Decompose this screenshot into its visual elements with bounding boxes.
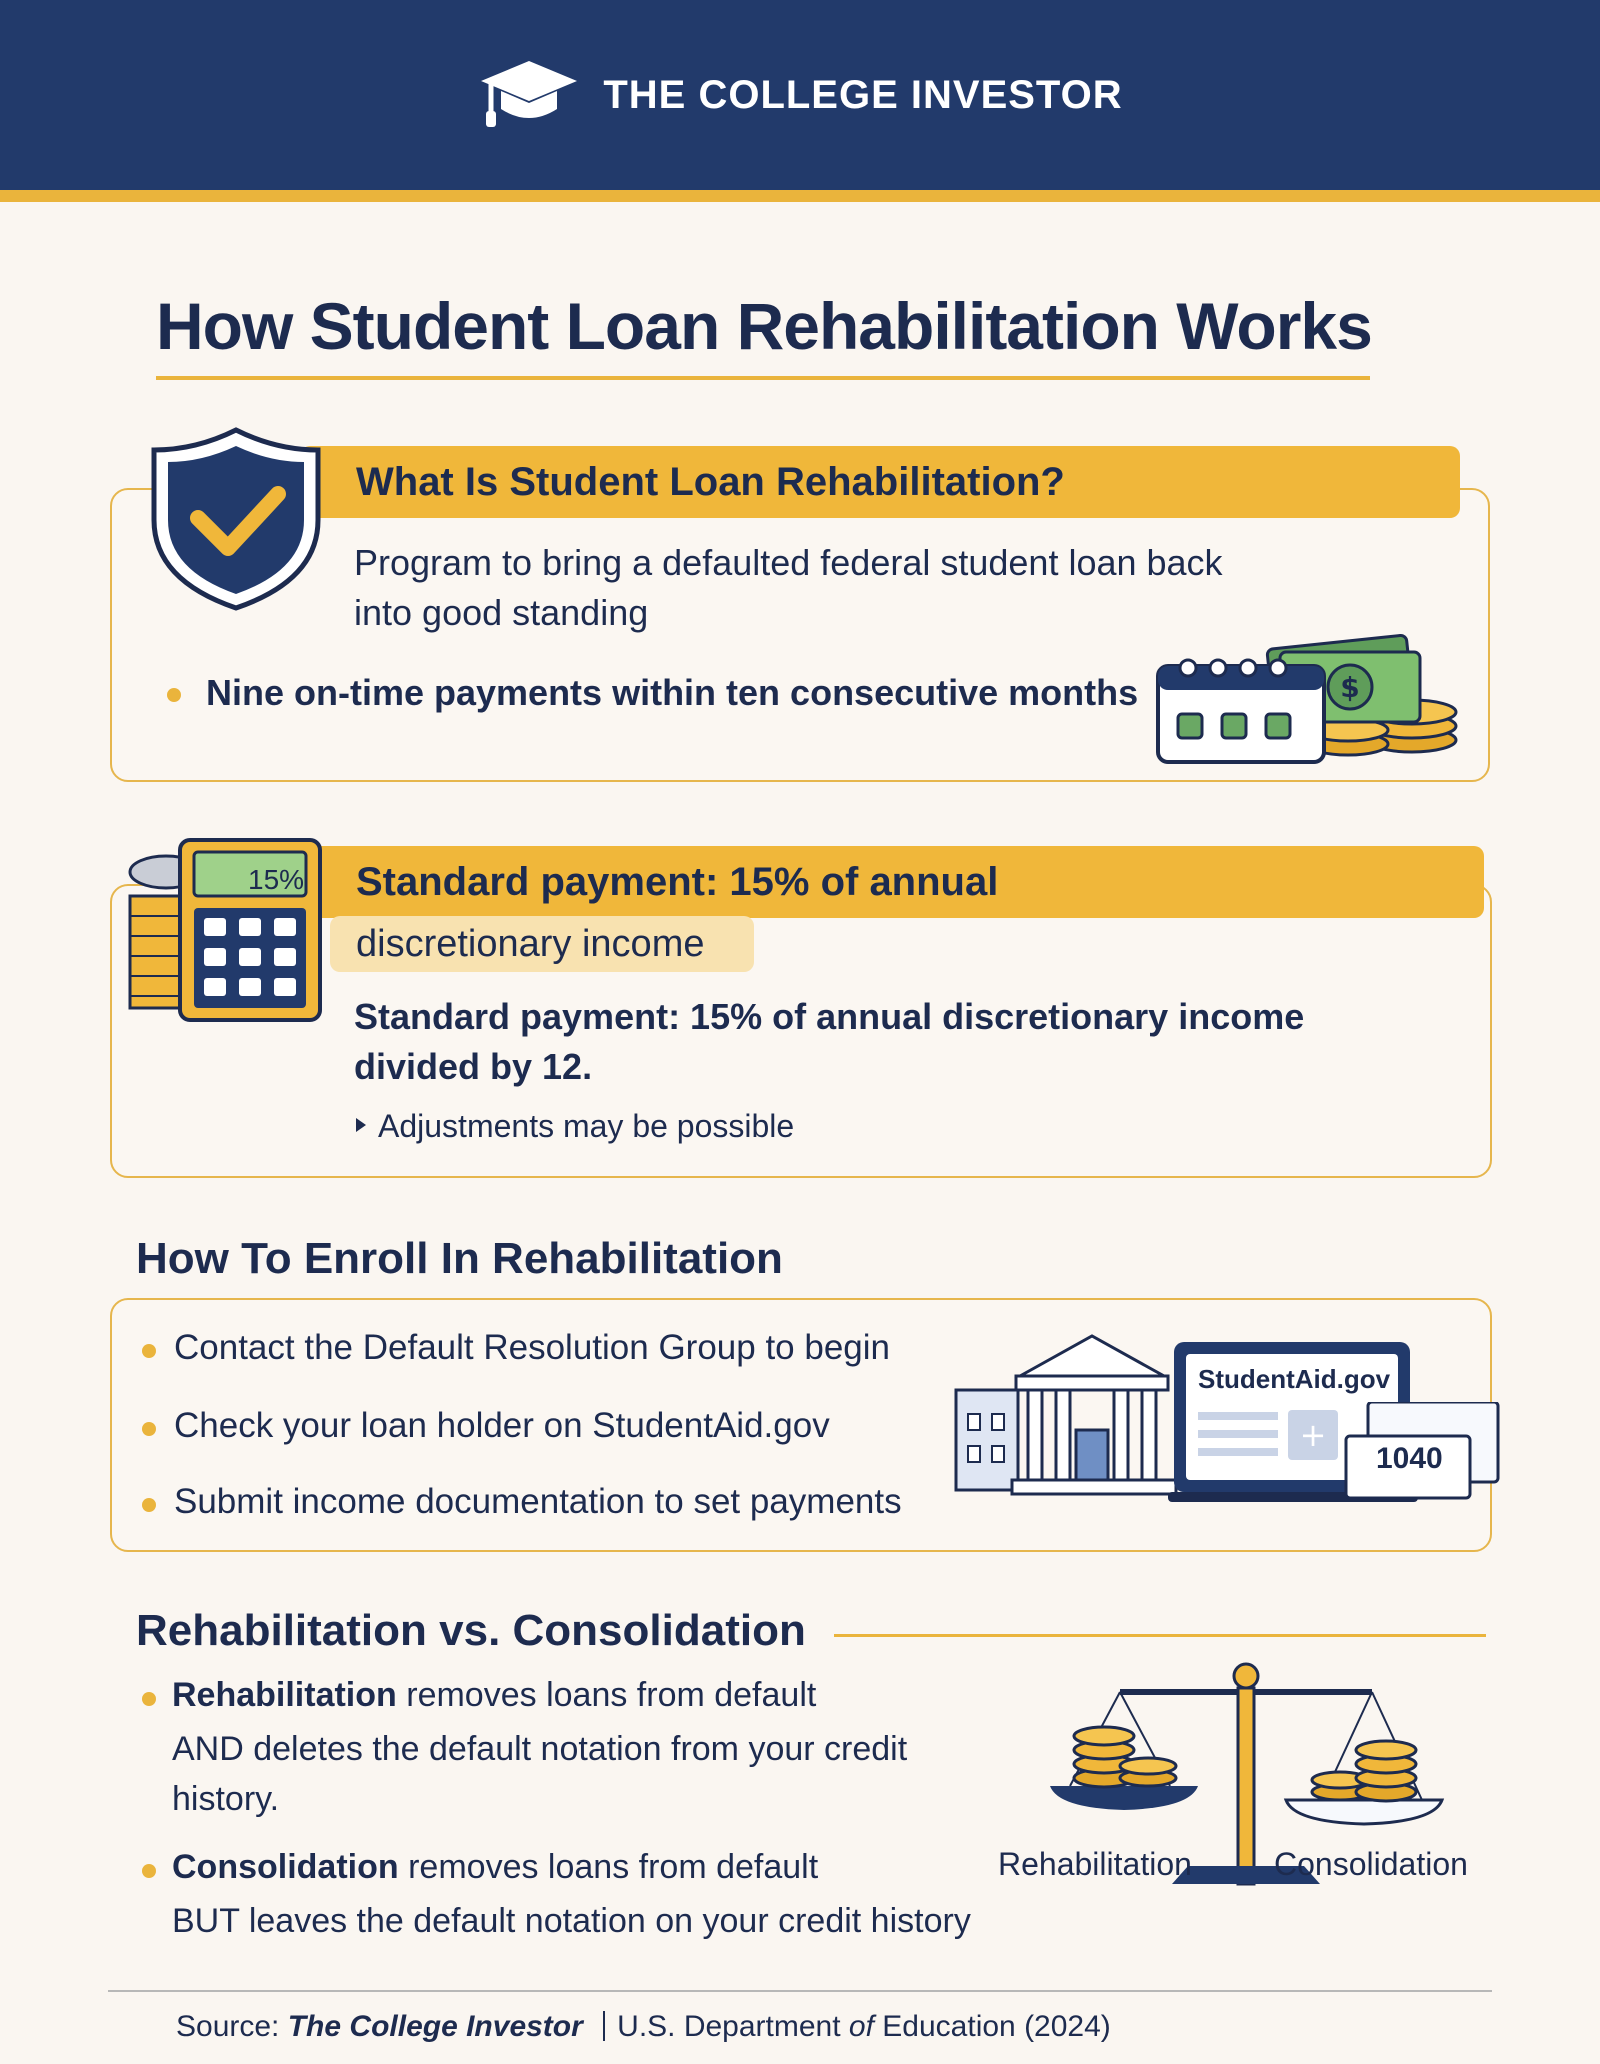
consol-bullet-bold: Consolidation — [172, 1848, 399, 1886]
title-underline — [156, 376, 1370, 380]
enroll-heading: How To Enroll In Rehabilitation — [136, 1234, 783, 1283]
scale-left-label: Rehabilitation — [998, 1846, 1192, 1882]
source-dept: U.S. Department — [617, 2010, 841, 2043]
enroll-step-2: Check your loan holder on StudentAid.gov — [174, 1406, 830, 1445]
adjustments-note: Adjustments may be possible — [378, 1108, 795, 1144]
rehab-bullet-line3: history. — [172, 1780, 280, 1818]
standard-payment-detail-line2: divided by 12. — [354, 1046, 593, 1087]
calendar-money-icon — [1150, 616, 1470, 766]
rehab-bullet-line1 — [172, 1676, 816, 1715]
rehab-bullet-text: removes loans from default — [406, 1676, 817, 1714]
studentaid-screen-label: StudentAid.gov — [1198, 1364, 1391, 1394]
bullet-dot — [142, 1498, 156, 1512]
comparison-heading-rule — [834, 1634, 1486, 1637]
what-is-bullet: Nine on-time payments within ten consecutive months — [206, 672, 1139, 713]
standard-payment-heading-bar — [300, 846, 1484, 918]
triangle-bullet-icon — [356, 1118, 366, 1132]
tax-form-label: 1040 — [1376, 1442, 1443, 1475]
source-name: The College Investor — [287, 2010, 583, 2043]
rehab-bullet-bold: Rehabilitation — [172, 1676, 397, 1714]
rehab-bullet-line2: AND deletes the default notation from your credit — [172, 1730, 908, 1768]
what-is-description-line2: into good standing — [354, 592, 649, 633]
svg-text:$: $ — [1340, 671, 1360, 704]
enroll-step-3: Submit income documentation to set payments — [174, 1482, 902, 1521]
site-header — [0, 0, 1600, 190]
standard-payment-detail-line1: Standard payment: 15% of annual discretionary income — [354, 996, 1305, 1037]
source-education: Education (2024) — [882, 2010, 1111, 2043]
comparison-heading: Rehabilitation vs. Consolidation — [136, 1606, 806, 1655]
standard-payment-heading-line2: discretionary income — [356, 922, 705, 965]
scale-right-label: Consolidation — [1274, 1846, 1468, 1882]
bullet-dot — [142, 1692, 156, 1706]
source-of: of — [848, 2010, 874, 2043]
standard-payment-heading-line1: Standard payment: 15% of annual — [356, 859, 999, 904]
source-label: Source: — [176, 2010, 280, 2043]
graduation-cap-icon — [477, 57, 581, 133]
enroll-step-1: Contact the Default Resolution Group to begin — [174, 1328, 890, 1367]
brand-name[interactable]: THE COLLEGE INVESTOR — [603, 72, 1123, 117]
svg-text:+: + — [1299, 1416, 1327, 1454]
footer-divider — [108, 1990, 1492, 1992]
bullet-dot — [142, 1864, 156, 1878]
standard-payment-heading-line2-bar — [330, 916, 754, 972]
what-is-description-line1: Program to bring a defaulted federal student loan back — [354, 542, 1223, 583]
bullet-dot — [142, 1422, 156, 1436]
source-citation — [176, 2010, 1111, 2044]
consol-bullet-line2: BUT leaves the default notation on your credit history — [172, 1902, 971, 1940]
what-is-heading: What Is Student Loan Rehabilitation? — [356, 459, 1065, 504]
government-building-icon — [952, 1330, 1182, 1500]
what-is-heading-bar — [300, 446, 1460, 518]
shield-check-icon — [146, 424, 326, 614]
page-title: How Student Loan Rehabilitation Works — [156, 289, 1372, 363]
source-separator — [603, 2011, 605, 2041]
consol-bullet-text: removes loans from default — [408, 1848, 819, 1886]
bullet-dot — [167, 688, 181, 702]
bullet-dot — [142, 1344, 156, 1358]
calculator-display: 15% — [248, 864, 305, 895]
consol-bullet-line1 — [172, 1848, 818, 1887]
